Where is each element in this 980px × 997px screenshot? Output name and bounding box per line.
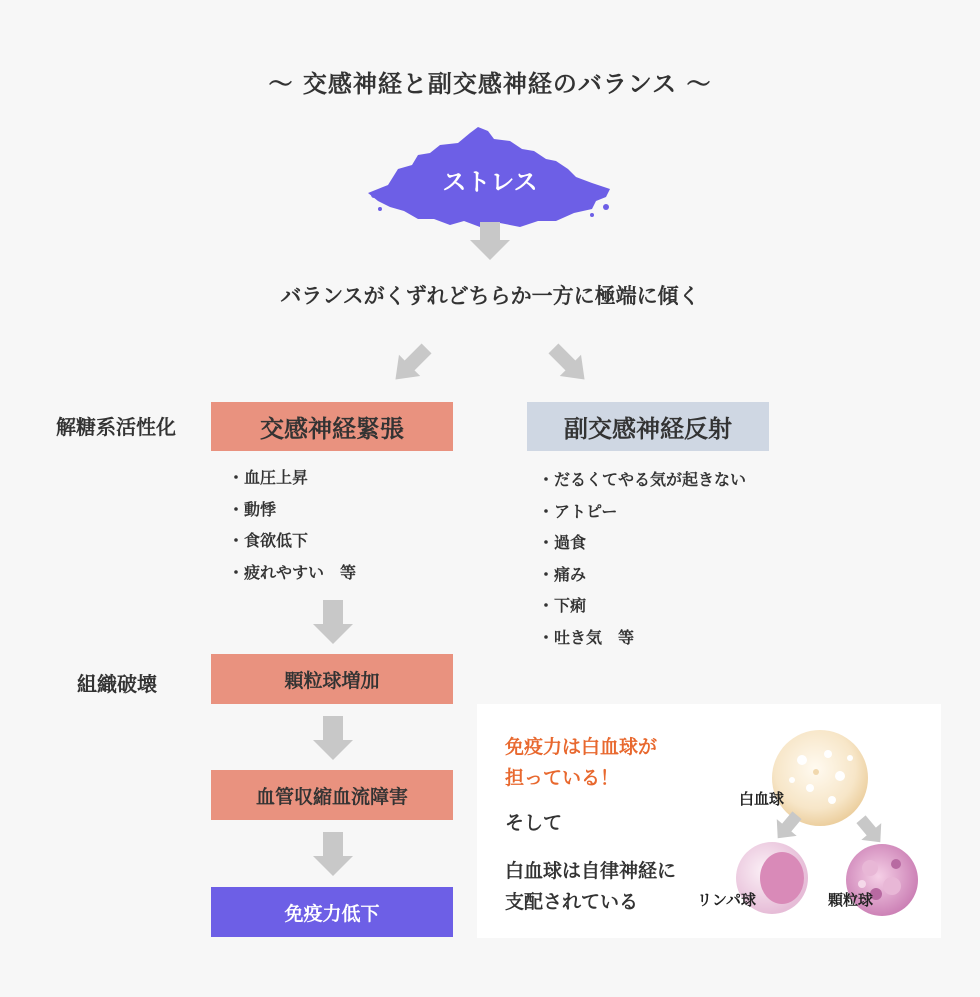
arrow-down-icon xyxy=(313,716,353,762)
list-item: ・下痢 xyxy=(538,596,587,615)
parasympathetic-symptom-list xyxy=(538,464,746,653)
list-item: ・だるくてやる気が起きない xyxy=(538,470,747,489)
diagram-title: ～ 交感神経と副交感神経のバランス ～ xyxy=(268,69,712,98)
blood-cell-illustration xyxy=(690,718,940,918)
granulocyte-label: 顆粒球 xyxy=(828,891,874,909)
list-item: ・吐き気 等 xyxy=(538,627,635,647)
panel-highlight: 免疫力は白血球が 担っている！ xyxy=(505,736,658,789)
lymphocyte-label: リンパ球 xyxy=(697,891,756,909)
stress-label: ストレス xyxy=(442,167,538,196)
granulocyte-increase-box: 顆粒球増加 xyxy=(211,654,453,704)
list-item: ・過食 xyxy=(538,533,587,552)
glycolysis-label: 解糖系活性化 xyxy=(56,415,176,439)
list-item: ・アトピー xyxy=(538,501,618,521)
tissue-destruction-label: 組織破壊 xyxy=(77,672,157,696)
arrow-down-icon xyxy=(313,600,353,646)
parasympathetic-reflex-box: 副交感神経反射 xyxy=(527,402,769,451)
vasoconstriction-box: 血管収縮血流障害 xyxy=(211,770,453,820)
arrow-down-icon xyxy=(313,832,353,878)
list-item: ・痛み xyxy=(538,564,587,584)
list-item: ・血圧上昇 xyxy=(228,468,309,487)
panel-and-text: そして xyxy=(505,812,563,834)
balance-text: バランスがくずれどちらか一方に極端に傾く xyxy=(280,283,700,308)
sympathetic-symptom-list xyxy=(228,462,356,588)
immunity-decline-box: 免疫力低下 xyxy=(211,887,453,937)
white-blood-cell-icon xyxy=(772,730,868,826)
list-item: ・疲れやすい 等 xyxy=(228,562,357,582)
panel-body-text: 白血球は自律神経に 支配されている xyxy=(505,860,677,913)
arrow-down-right-icon xyxy=(544,340,594,388)
list-item: ・食欲低下 xyxy=(228,531,309,550)
sympathetic-tension-box: 交感神経緊張 xyxy=(211,402,453,451)
white-blood-cell-label: 白血球 xyxy=(739,790,785,808)
arrow-down-icon xyxy=(470,222,510,262)
arrow-down-left-icon xyxy=(386,340,436,388)
list-item: ・動悸 xyxy=(228,499,277,519)
